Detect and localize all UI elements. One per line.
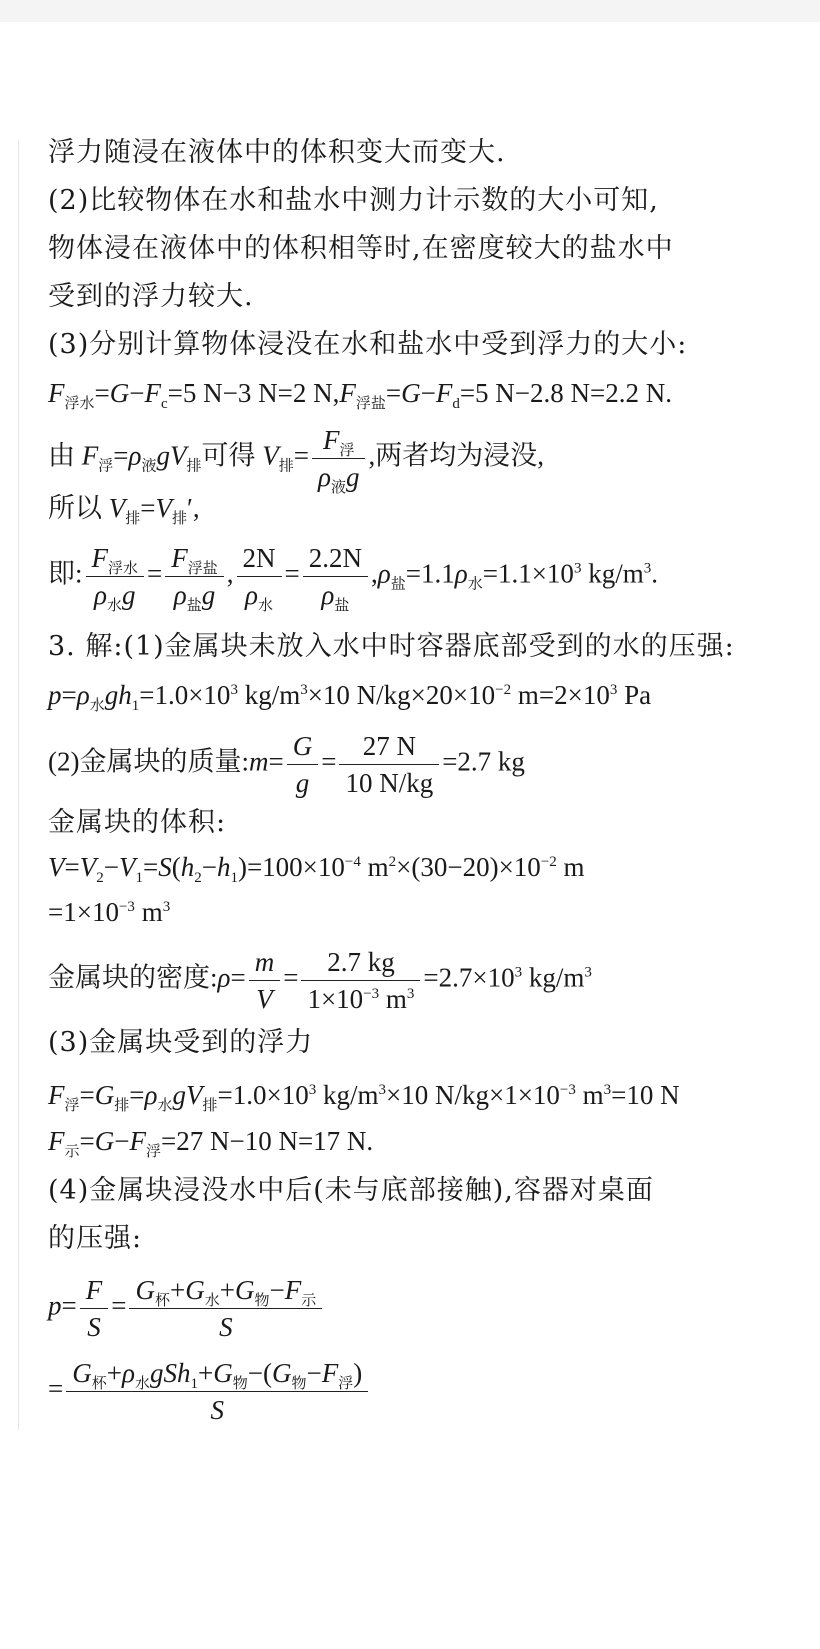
text-line: (3)分别计算物体浸没在水和盐水中受到浮力的大小:	[48, 329, 688, 360]
formula-water-pressure: $p=\rho_水gh_1=1.0\times 10^3$ $kg/m^3\times 10$ $N/kg\times 20\times 10^{-2}$ $m=2\times 10^3$ Pa	[48, 680, 652, 714]
formula-volume: $V=V_2-V_1=S(h_2-h_1)=100\times 10^{-4}$ $m^2\times(30-20)\times 10^{-2}$ m	[48, 852, 585, 886]
text-line: (3)金属块受到的浮力	[48, 1027, 314, 1058]
formula-archimedes: 由 $F_浮=\rho_液gV_排$可得 $V_排=$ $\frac{F_浮}{\rho_液g}$ ,两者均为浸没,	[48, 422, 544, 495]
text-line: (2)比较物体在水和盐水中测力计示数的大小可知,	[48, 185, 659, 216]
text-line: 物体浸在液体中的体积相等时,在密度较大的盐水中	[48, 233, 674, 264]
formula-equal-volume: 所以 $V_排=V_排'$,	[48, 493, 200, 527]
text-line: 3. 解:(1)金属块未放入水中时容器底部受到的水的压强:	[48, 631, 735, 662]
formula-salt-density: 即: $\frac{F_{浮水}}{\rho_水g}$ = $\frac{F_{浮盐}}{\rho_盐g}$ , $\frac{2N}{\rho_水}$ = $\frac{2.2N}{\rho_盐}$ $,\rho_盐=1.1\rho_水=1.1\times 10^3$ $kg/m^3$.	[48, 540, 658, 613]
text-line: 的压强:	[48, 1223, 143, 1254]
formula-density: 金属块的密度:ρ= $\frac{m}{V}$ = $\frac{2.7 kg}{1\times 10^{-3} m^3}$ $=2.7\times 10^3$ $kg/m^3$	[48, 944, 592, 1017]
formula-table-pressure-expanded: = $\frac{G_杯+\rho_水gSh_1+G_物-(G_物-F_浮)}{S}$	[48, 1355, 371, 1428]
formula-mass: (2)金属块的质量:m= $\frac{G}{g}$ = $\frac{27 N}{10 N/kg}$ =2.7 kg	[48, 728, 525, 801]
formula-table-pressure: p= $\frac{F}{S}$ = $\frac{G_杯+G_水+G_物-F_示}{S}$	[48, 1272, 325, 1345]
text-line: 浮力随浸在液体中的体积变大而变大.	[48, 137, 506, 168]
formula-metal-buoyancy: $F_浮=G_排=\rho_水gV_排=1.0\times 10^3$ $kg/m^3\times 10$ $N/kg\times 1\times 10^{-3}$ $m^3=10$ N	[48, 1080, 680, 1114]
text-line: 受到的浮力较大.	[48, 281, 254, 312]
formula-buoyancy-values: $F_{浮水}=G-F_c=5$ N−3 N=2 $N,F_{浮盐}=G-F_d=5$ N−2.8 N=2.2 N.	[48, 378, 673, 412]
formula-scale-reading: $F_示=G-F_浮=27$ N−10 N=17 N.	[48, 1126, 374, 1160]
text-line: (4)金属块浸没水中后(未与底部接触),容器对桌面	[48, 1175, 654, 1206]
text-line: 金属块的体积:	[48, 807, 227, 838]
formula-volume-result: $=1\times 10^{-3}$ $m^3$	[48, 897, 171, 927]
